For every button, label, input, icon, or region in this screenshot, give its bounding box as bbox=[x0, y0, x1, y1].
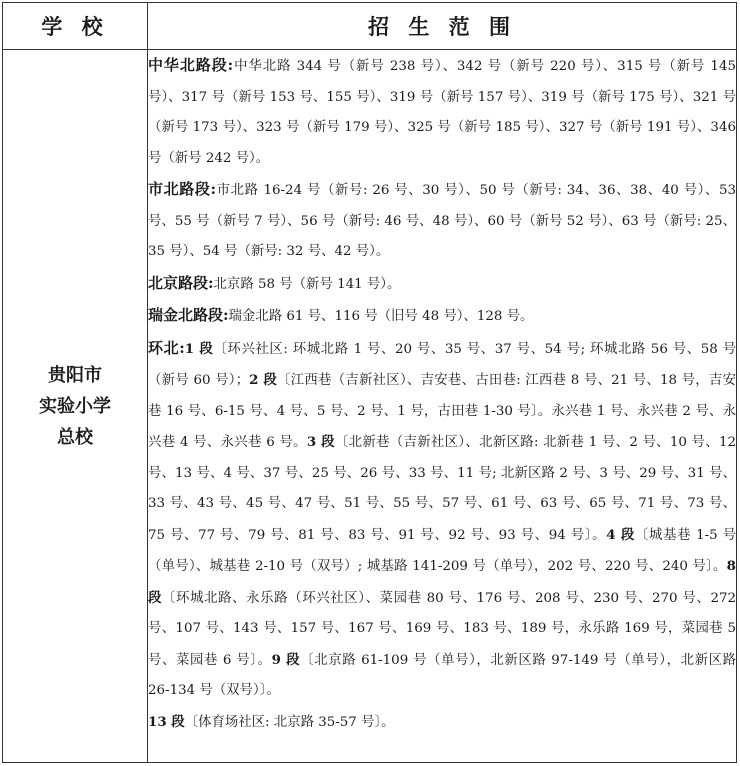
range-column-header: 招 生 范 围 bbox=[148, 3, 737, 50]
segment-text-1: 〔环兴社区: 环城北路 1 号、20 号、35 号、37 号、54 号; 环城北路 56 号、58 号（新号 60 号）； bbox=[148, 341, 736, 388]
section-text-ruijin: 瑞金北路 61 号、116 号（旧号 48 号）、128 号。 bbox=[228, 309, 534, 324]
section-title-ruijin: 瑞金北路段: bbox=[148, 306, 229, 324]
segment-text-9: 〔北京路 61-109 号（单号），北新区路 97-149 号（单号），北新区路 26-134 号（双号）〕。 bbox=[148, 652, 736, 698]
segment-label-9: 9 段 bbox=[271, 651, 301, 668]
segment-text-13: 〔体育场社区: 北京路 35-57 号〕。 bbox=[184, 714, 395, 730]
header-row bbox=[3, 3, 737, 50]
school-name-line-3: 总校 bbox=[57, 426, 93, 448]
school-name-line-2: 实验小学 bbox=[39, 395, 111, 417]
section-title-shibei: 市北路段: bbox=[148, 180, 216, 198]
segment-label-2: 2 段 bbox=[249, 372, 278, 388]
school-row bbox=[3, 50, 737, 763]
segment-text-4: 〔城基巷 1-5 号（单号）、城基巷 2-10 号（双号）; 城基路 141-209 号（单号），202 号、220 号、240 号〕。 bbox=[148, 527, 737, 574]
section-huanbei bbox=[148, 333, 736, 707]
segment-label-3: 3 段 bbox=[306, 434, 335, 450]
segment-label-4: 4 段 bbox=[606, 526, 635, 543]
segment-label-1: 1 段 bbox=[184, 340, 214, 357]
section-seg13 bbox=[148, 707, 736, 739]
section-title-zhonghua: 中华北路段: bbox=[148, 56, 234, 74]
section-shibei bbox=[148, 174, 736, 268]
section-text-shibei: 市北路 16-24 号（新号: 26 号、30 号）、50 号（新号: 34、36、38、40 号）、53 号、55 号（新号 7 号）、56 号（新号: 46 号、48 号）、60 号（新号 52 号）、63 号（新号: 25、35 号）、54 号（新号: 32 号、42 号）。 bbox=[148, 183, 736, 259]
section-zhonghua bbox=[148, 50, 736, 174]
segment-text-3: 〔北新巷（吉新社区）、北新区路: 北新巷 1 号、2 号、10 号、12 号、13 号、4 号、37 号、25 号、26 号、33 号、11 号; 北新区路 2 号、3 号、29 号、31 号、33 号、43 号、45 号、47 号、51 号、55 号、57 号、61 号、63 号、65 号、71 号、73 号、75 号、77 号、79 号、81 号、83 号、91 号、92 号、93 号、94 号〕。 bbox=[148, 435, 736, 543]
segment-text-8: 〔环城北路、永乐路（环兴社区）、菜园巷 80 号、176 号、208 号、230 号、270 号、272 号、107 号、143 号、157 号、167 号、169 号、183 号、189 号，永乐路 169 号，菜园巷 5 号、菜园巷 6 号〕。 bbox=[148, 590, 737, 668]
school-name-line-1: 贵阳市 bbox=[48, 364, 102, 386]
segment-label-8: 8 段 bbox=[148, 558, 736, 606]
section-title-beijing: 北京路段: bbox=[148, 273, 214, 292]
segment-text-2: 〔江西巷（吉新社区）、吉安巷、古田巷: 江西巷 8 号、21 号、18 号，吉安巷 16 号、6-15 号、4 号、5 号、2 号、1 号，古田巷 1-30 号〕。永兴巷 1 号、永兴巷 2 号、永兴巷 4 号、永兴巷 6 号。 bbox=[148, 373, 736, 450]
section-text-zhonghua: 中华北路 344 号（新号 238 号）、342 号（新号 220 号）、315 号（新号 145 号）、317 号（新号 153 号、155 号）、319 号（新号 157 号）、319 号（新号 175 号）、321 号（新号 173 号）、323 号（新号 179 号）、325 号（新号 185 号）、327 号（新号 191 号）、346 号（新号 242 号）。 bbox=[148, 59, 736, 166]
school-column-header: 学 校 bbox=[3, 3, 148, 50]
enrollment-table bbox=[2, 2, 737, 763]
section-ruijin bbox=[148, 300, 736, 333]
school-name-cell bbox=[3, 50, 148, 763]
section-text-beijing: 北京路 58 号（新号 141 号）。 bbox=[213, 276, 401, 292]
enrollment-range-cell bbox=[148, 50, 737, 763]
section-beijing bbox=[148, 268, 736, 301]
section-title-huanbei: 环北: bbox=[148, 338, 185, 357]
segment-label-13: 13 段 bbox=[148, 713, 185, 730]
